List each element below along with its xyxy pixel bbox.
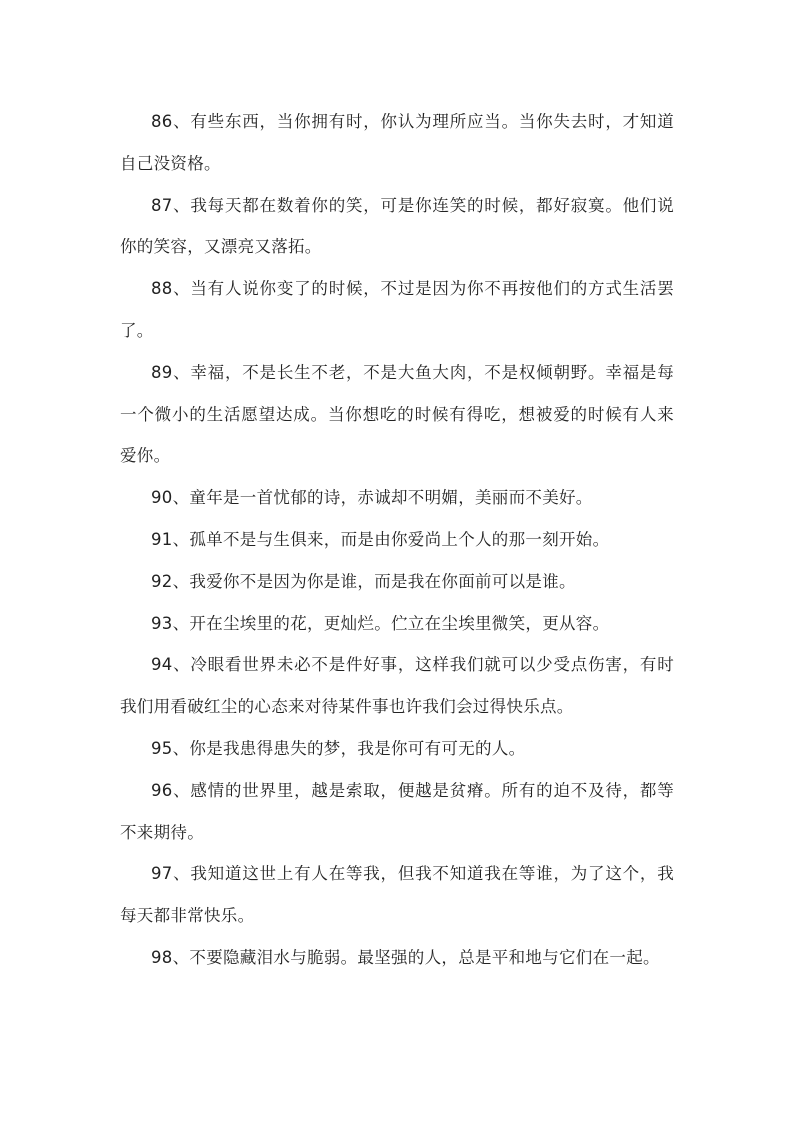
quote-paragraph-95: 95、你是我患得患失的梦，我是你可有可无的人。 bbox=[151, 738, 526, 758]
quote-paragraph-94: 94、冷眼看世界未必不是件好事，这样我们就可以少受点伤害，有时我们用看破红尘的心态来对待某件事也许我们会过得快乐点。 bbox=[120, 655, 674, 717]
quote-paragraph-88: 88、当有人说你变了的时候，不过是因为你不再按他们的方式生活罢了。 bbox=[120, 279, 674, 340]
quote-paragraph-96: 96、感情的世界里，越是索取，便越是贫瘠。所有的迫不及待，都等不来期待。 bbox=[120, 780, 674, 842]
quote-paragraph-92: 92、我爱你不是因为你是谁，而是我在你面前可以是谁。 bbox=[151, 571, 576, 591]
quote-paragraph-97: 97、我知道这世上有人在等我，但我不知道我在等谁，为了这个，我每天都非常快乐。 bbox=[120, 864, 674, 926]
document-body bbox=[120, 101, 674, 979]
quote-paragraph-98: 98、不要隐藏泪水与脆弱。最坚强的人，总是平和地与它们在一起。 bbox=[151, 947, 660, 967]
quote-paragraph-89: 89、幸福，不是长生不老，不是大鱼大肉，不是权倾朝野。幸福是每一个微小的生活愿望达成。当你想吃的时候有得吃，想被爱的时候有人来爱你。 bbox=[120, 362, 674, 466]
quote-paragraph-91: 91、孤单不是与生俱来，而是由你爱尚上个人的那一刻开始。 bbox=[151, 529, 610, 549]
quote-paragraph-86: 86、有些东西，当你拥有时，你认为理所应当。当你失去时，才知道自己没资格。 bbox=[120, 112, 674, 173]
quote-paragraph-87: 87、我每天都在数着你的笑，可是你连笑的时候，都好寂寞。他们说你的笑容，又漂亮又落拓。 bbox=[120, 195, 674, 257]
quote-paragraph-93: 93、开在尘埃里的花，更灿烂。伫立在尘埃里微笑，更从容。 bbox=[151, 613, 610, 633]
quote-paragraph-90: 90、童年是一首忧郁的诗，赤诚却不明媚，美丽而不美好。 bbox=[151, 488, 593, 508]
